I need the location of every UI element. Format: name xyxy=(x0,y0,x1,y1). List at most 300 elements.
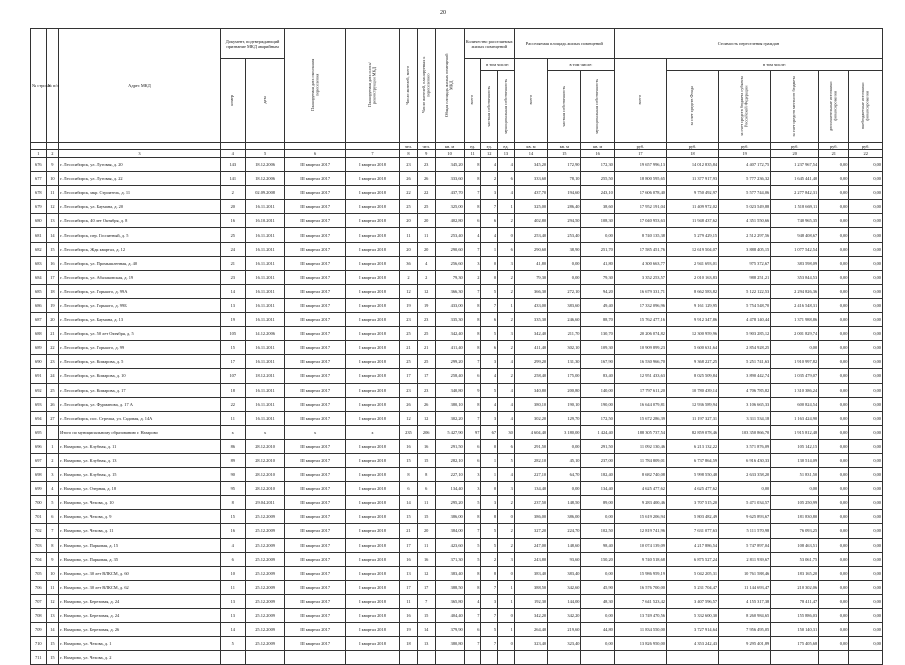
table-cell: 20 xyxy=(400,242,418,256)
table-cell: 0,00 xyxy=(819,327,849,341)
table-cell xyxy=(245,651,285,665)
header-plan-resettle: Планируемая дата окончания переселения xyxy=(285,29,345,143)
table-cell: г. Лесосибирск, Ждк квартал, д. 12 xyxy=(59,242,221,256)
table-cell: 5 577 744,06 xyxy=(719,186,771,200)
table-cell: 975 372,67 xyxy=(719,256,771,270)
table-cell: 3 311 534,18 xyxy=(719,411,771,425)
table-cell: 4 xyxy=(498,383,515,397)
table-cell: I квартал 2018 xyxy=(345,228,399,242)
table-cell: I квартал 2018 xyxy=(345,538,399,552)
table-cell: 141 xyxy=(220,172,245,186)
table-cell xyxy=(849,651,883,665)
table-cell: 11 xyxy=(417,538,435,552)
unit-cell: руб. xyxy=(819,143,849,150)
table-cell: 709 xyxy=(31,623,47,637)
table-cell: 15 xyxy=(400,453,418,467)
table-cell: 16.11.2011 xyxy=(245,397,285,411)
table-cell: г. Лесосибирск, ул. Комарова, д. 17 xyxy=(59,383,221,397)
table-cell: 701 xyxy=(31,510,47,524)
unit-cell xyxy=(59,143,221,150)
table-cell: 706 xyxy=(31,580,47,594)
table-cell: 4 xyxy=(498,468,515,482)
table-cell: 167,90 xyxy=(581,355,614,369)
table-cell: 0,00 xyxy=(849,453,883,467)
table-cell: 3 890 442,74 xyxy=(719,369,771,383)
table-row xyxy=(31,566,883,580)
table-cell: 9 161 129,95 xyxy=(666,298,718,312)
table-cell: 7 641 523,42 xyxy=(614,594,666,608)
table-cell: 24 xyxy=(220,242,245,256)
table-cell: 16.11.2011 xyxy=(245,341,285,355)
table-cell: 9 625 893,67 xyxy=(719,510,771,524)
table-cell xyxy=(220,651,245,665)
table-cell: 0,00 xyxy=(849,637,883,651)
header-area-private: частная собственность xyxy=(548,71,581,143)
table-cell: 21 xyxy=(417,341,435,355)
table-cell: 679 xyxy=(31,200,47,214)
table-cell: III квартал 2017 xyxy=(285,242,345,256)
table-cell: 3 727 914,64 xyxy=(666,623,718,637)
table-cell: 0,00 xyxy=(819,228,849,242)
table-cell: III квартал 2017 xyxy=(285,327,345,341)
table-cell: 0,00 xyxy=(849,327,883,341)
table-cell: 342,40 xyxy=(514,327,547,341)
table-row xyxy=(31,468,883,482)
table-cell: 0,00 xyxy=(819,158,849,172)
table-cell: 3 571 876,09 xyxy=(719,439,771,453)
table-cell: 0 xyxy=(481,256,498,270)
unit-cell xyxy=(345,143,399,150)
table-cell: 3 106 665,33 xyxy=(719,397,771,411)
table-cell: I квартал 2018 xyxy=(345,439,399,453)
table-cell: 0,00 xyxy=(849,425,883,439)
table-cell: 12 819 741,96 xyxy=(614,524,666,538)
table-cell: 28.12.2010 xyxy=(245,453,285,467)
table-row xyxy=(31,200,883,214)
table-cell: 3 407 596,57 xyxy=(666,594,718,608)
table-cell: 5 xyxy=(481,383,498,397)
table-cell: 282,10 xyxy=(435,453,464,467)
table-cell: 103 350 866,70 xyxy=(719,425,771,439)
table-row xyxy=(31,369,883,383)
unit-cell xyxy=(46,143,59,150)
table-cell: 140,00 xyxy=(581,383,614,397)
table-cell: III квартал 2017 xyxy=(285,453,345,467)
table-cell: 258,40 xyxy=(514,369,547,383)
table-cell: 155 886,03 xyxy=(771,609,819,623)
table-cell: 190,00 xyxy=(581,397,614,411)
table-row xyxy=(31,313,883,327)
table-cell: 14 xyxy=(46,228,59,242)
table-cell: 7 xyxy=(464,411,481,425)
unit-cell: руб. xyxy=(719,143,771,150)
table-cell: 383 598,09 xyxy=(771,256,819,270)
table-cell: 29.04.2011 xyxy=(245,496,285,510)
table-cell: 6 737 864,59 xyxy=(666,453,718,467)
table-cell: 703 xyxy=(31,538,47,552)
table-cell: 48,30 xyxy=(581,594,614,608)
table-cell: 8 xyxy=(464,313,481,327)
table-cell: 25.12.2009 xyxy=(245,637,285,651)
table-cell: 380,10 xyxy=(514,397,547,411)
header-qty-group: Количество расселяемых жилых помещений xyxy=(464,29,514,59)
table-cell: 13 xyxy=(220,298,245,312)
table-cell: 3 xyxy=(498,552,515,566)
table-cell: 19 xyxy=(220,313,245,327)
unit-cell: чел. xyxy=(400,143,418,150)
table-cell: 19 657 996,13 xyxy=(614,158,666,172)
column-number-cell: 18 xyxy=(666,150,718,158)
table-cell: 51 831,50 xyxy=(771,468,819,482)
table-cell: 2 xyxy=(498,496,515,510)
table-cell: 0,00 xyxy=(849,256,883,270)
table-cell: 16 xyxy=(400,439,418,453)
unit-cell: руб. xyxy=(849,143,883,150)
table-cell: 286,40 xyxy=(548,200,581,214)
table-row xyxy=(31,284,883,298)
table-cell: 28.12.2010 xyxy=(245,482,285,496)
table-cell: 0,00 xyxy=(849,609,883,623)
header-qty-total: всего xyxy=(464,59,481,143)
table-cell: 2 xyxy=(417,270,435,284)
table-cell: 30 xyxy=(498,425,515,439)
table-cell: 5 471 034,57 xyxy=(719,496,771,510)
table-cell: 0,00 xyxy=(849,369,883,383)
table-cell xyxy=(464,651,481,665)
table-cell: 18 800 595,65 xyxy=(614,172,666,186)
table-cell: I квартал 2018 xyxy=(345,411,399,425)
table-row xyxy=(31,411,883,425)
table-cell: 0,00 xyxy=(849,566,883,580)
table-cell: III квартал 2017 xyxy=(285,383,345,397)
table-cell: 5 042 205,31 xyxy=(666,566,718,580)
table-cell xyxy=(666,651,718,665)
table-cell: 691 xyxy=(31,369,47,383)
table-cell: 0,00 xyxy=(819,453,849,467)
table-cell: 25 xyxy=(417,200,435,214)
table-cell: 7 xyxy=(481,637,498,651)
table-cell: 366,30 xyxy=(435,284,464,298)
table-cell: I квартал 2018 xyxy=(345,172,399,186)
table-cell: 8 xyxy=(464,510,481,524)
table-cell: III квартал 2017 xyxy=(285,609,345,623)
table-cell: I квартал 2018 xyxy=(345,496,399,510)
table-cell: 340,80 xyxy=(435,383,464,397)
table-cell: 0,00 xyxy=(849,214,883,228)
table-cell: I квартал 2018 xyxy=(345,313,399,327)
table-cell: 0,00 xyxy=(819,369,849,383)
header-cost-local: за счет средств местного бюджета xyxy=(771,71,819,143)
table-cell: 295,20 xyxy=(435,496,464,510)
table-row xyxy=(31,552,883,566)
table-cell: г. Назарово, ул. Березовая, д. 24 xyxy=(59,609,221,623)
table-cell: III квартал 2017 xyxy=(285,496,345,510)
table-cell: г. Лесосибирск, ул. Горького, д. 99 xyxy=(59,341,221,355)
header-cost-subject: за счет средств бюджета субъекта Российской Федерации xyxy=(719,71,771,143)
table-cell: 8 xyxy=(464,158,481,172)
table-cell: 383,60 xyxy=(548,298,581,312)
table-cell: 3 xyxy=(498,482,515,496)
table-cell: г. Лесосибирск, 40 лет Октября, д. 8 xyxy=(59,214,221,228)
unit-cell xyxy=(245,143,285,150)
table-row xyxy=(31,242,883,256)
column-number-cell: 17 xyxy=(614,150,666,158)
table-row xyxy=(31,383,883,397)
table-cell: 256,60 xyxy=(435,256,464,270)
table-cell: 4 625 477,62 xyxy=(614,482,666,496)
table-cell: 0,00 xyxy=(849,383,883,397)
table-cell xyxy=(46,425,59,439)
table-cell: г. Лесосибирск, пер. Госпитный, д. 5 xyxy=(59,228,221,242)
table-cell: 0,00 xyxy=(819,496,849,510)
unit-cell xyxy=(220,143,245,150)
table-cell: 6 xyxy=(464,369,481,383)
table-cell: 8 740 135,38 xyxy=(614,228,666,242)
table-cell: 148,60 xyxy=(548,538,581,552)
table-cell: I квартал 2018 xyxy=(345,453,399,467)
header-area-total: всего xyxy=(514,59,547,143)
header-total-area: Общая площадь жилых помещений МКД xyxy=(435,29,464,143)
table-cell: 79,30 xyxy=(514,270,547,284)
table-cell: 13 826 950,00 xyxy=(614,637,666,651)
table-cell: 5 xyxy=(464,552,481,566)
table-cell: 4 xyxy=(498,186,515,200)
table-cell: 94,20 xyxy=(581,284,614,298)
table-cell: 15 xyxy=(46,651,59,665)
table-cell: 5 231 704,47 xyxy=(666,580,718,594)
table-cell: 6 xyxy=(481,313,498,327)
table-cell: 2 xyxy=(498,538,515,552)
table-cell: 294,50 xyxy=(548,214,581,228)
table-cell: 8 xyxy=(464,327,481,341)
table-cell: г. Назарово, ул. Клубная, д. 15 xyxy=(59,468,221,482)
table-cell: 18.12.2006 xyxy=(245,172,285,186)
table-cell: 88,70 xyxy=(581,313,614,327)
header-cost-fund: за счет средств Фонда xyxy=(666,71,718,143)
header-cost-group: Стоимость переселения граждан xyxy=(614,29,882,59)
table-cell: 17 606 078,40 xyxy=(614,186,666,200)
table-cell: 342,40 xyxy=(435,327,464,341)
table-cell xyxy=(614,651,666,665)
table-cell: III квартал 2017 xyxy=(285,355,345,369)
table-cell: 383,40 xyxy=(548,566,581,580)
table-cell: 14 xyxy=(220,623,245,637)
table-cell: I квартал 2018 xyxy=(345,609,399,623)
table-cell: 6 916 430,33 xyxy=(719,453,771,467)
table-cell: 2 633 358,20 xyxy=(719,468,771,482)
table-cell: III квартал 2017 xyxy=(285,524,345,538)
table-cell: 12 xyxy=(417,284,435,298)
table-cell: 2 xyxy=(46,453,59,467)
table-cell: 53 061,75 xyxy=(771,552,819,566)
table-cell: 1 xyxy=(498,580,515,594)
unit-cell: ед. xyxy=(481,143,498,150)
table-cell: г. Назарово, ул. Клубная, д. 11 xyxy=(59,439,221,453)
table-cell: 342,20 xyxy=(514,609,547,623)
table-cell: 78,10 xyxy=(548,172,581,186)
table-cell: 21 xyxy=(400,341,418,355)
table-cell: 0,00 xyxy=(849,313,883,327)
table-cell: г. Назарово, ул. Чехова, д. 9 xyxy=(59,510,221,524)
table-cell: 25 xyxy=(46,383,59,397)
table-cell: 0,00 xyxy=(819,566,849,580)
table-cell: 16 576 700,00 xyxy=(614,580,666,594)
table-cell: г. Лесосибирск, ул. Абалаковская, д. 19 xyxy=(59,270,221,284)
table-cell: 0,00 xyxy=(849,524,883,538)
column-number-cell: 3 xyxy=(59,150,221,158)
table-cell: 291,50 xyxy=(581,439,614,453)
header-area-municipal: муниципальная собственность xyxy=(581,71,614,143)
table-cell: 437,70 xyxy=(514,186,547,200)
units-row xyxy=(31,143,883,150)
table-cell xyxy=(435,651,464,665)
table-cell: 19 xyxy=(46,298,59,312)
table-cell: III квартал 2017 xyxy=(285,341,345,355)
table-cell: 282,10 xyxy=(514,453,547,467)
table-cell: I квартал 2018 xyxy=(345,327,399,341)
table-cell: 684 xyxy=(31,270,47,284)
table-cell: 28.12.2010 xyxy=(245,468,285,482)
column-number-cell: 10 xyxy=(435,150,464,158)
table-cell: 4 706 785,82 xyxy=(719,383,771,397)
table-cell: 14 xyxy=(400,496,418,510)
table-cell: 0,00 xyxy=(849,341,883,355)
table-cell: 3 xyxy=(481,355,498,369)
table-row xyxy=(31,298,883,312)
table-cell: 15 xyxy=(400,510,418,524)
table-cell: 3 180,00 xyxy=(548,425,581,439)
table-cell: 16.11.2011 xyxy=(245,411,285,425)
table-cell: 130 514,09 xyxy=(771,453,819,467)
table-cell: 4 xyxy=(481,369,498,383)
table-cell: 150 140,31 xyxy=(771,623,819,637)
table-row xyxy=(31,623,883,637)
table-cell: 0,00 xyxy=(819,538,849,552)
table-cell: 371,30 xyxy=(435,552,464,566)
table-cell: 11 144 693,47 xyxy=(719,580,771,594)
table-cell: 237,00 xyxy=(581,453,614,467)
table-row xyxy=(31,256,883,270)
table-cell: 16.11.2011 xyxy=(245,355,285,369)
table-row xyxy=(31,496,883,510)
table-cell: 696 xyxy=(31,439,47,453)
table-cell: 5 251 741,63 xyxy=(719,355,771,369)
table-cell: 710 xyxy=(31,637,47,651)
table-cell: 5 777 236,32 xyxy=(719,172,771,186)
table-cell: 5 xyxy=(464,538,481,552)
table-cell: 2 xyxy=(498,313,515,327)
table-cell: 342,60 xyxy=(548,580,581,594)
table-cell: 144,00 xyxy=(548,594,581,608)
table-cell: 697 xyxy=(31,453,47,467)
table-row xyxy=(31,538,883,552)
table-cell: 433,00 xyxy=(435,298,464,312)
header-doc-date: дата xyxy=(245,59,285,143)
table-cell: 7 xyxy=(464,242,481,256)
table-cell: 25 xyxy=(400,355,418,369)
table-cell: 194,60 xyxy=(548,186,581,200)
table-cell: 4 xyxy=(220,538,245,552)
table-row xyxy=(31,341,883,355)
table-cell: 6 xyxy=(417,482,435,496)
table-cell: 9 912 347,86 xyxy=(666,313,718,327)
table-cell: г. Лесосибирск, ул. Фурманова, д. 17 А xyxy=(59,397,221,411)
table-cell: 23 xyxy=(400,383,418,397)
table-cell: 0,00 xyxy=(819,284,849,298)
table-cell: х xyxy=(245,425,285,439)
unit-cell: ед. xyxy=(498,143,515,150)
table-cell: 688 xyxy=(31,327,47,341)
table-cell: 6 xyxy=(220,552,245,566)
unit-cell: чел. xyxy=(417,143,435,150)
table-cell: 3 888 405,15 xyxy=(719,242,771,256)
table-cell: 366,30 xyxy=(514,284,547,298)
table-cell: 38,90 xyxy=(548,242,581,256)
table-row xyxy=(31,637,883,651)
table-cell: 9 283 400,46 xyxy=(614,496,666,510)
table-cell: г. Лесосибирск, пос. Стрелка, ул. Садовая, д. 14А xyxy=(59,411,221,425)
table-cell: 16.11.2011 xyxy=(245,256,285,270)
table-cell: 0,00 xyxy=(719,482,771,496)
table-cell: 433,00 xyxy=(514,298,547,312)
table-cell: 0,00 xyxy=(548,439,581,453)
table-cell: 6 xyxy=(498,242,515,256)
column-number-cell: 20 xyxy=(771,150,819,158)
table-cell: 134,40 xyxy=(514,482,547,496)
table-cell: 0,00 xyxy=(581,609,614,623)
table-cell: 0,00 xyxy=(849,538,883,552)
table-cell: 0,00 xyxy=(581,510,614,524)
table-cell: 4 xyxy=(498,411,515,425)
table-cell: 12 xyxy=(46,594,59,608)
table-cell: 600 824,54 xyxy=(771,397,819,411)
table-cell: 4 217 886,54 xyxy=(666,538,718,552)
table-cell: I квартал 2018 xyxy=(345,482,399,496)
table-row xyxy=(31,651,883,665)
table-cell: 1 163 424,90 xyxy=(771,411,819,425)
table-cell: 677 xyxy=(31,172,47,186)
table-cell: III квартал 2017 xyxy=(285,214,345,228)
table-cell: 150,20 xyxy=(581,552,614,566)
table-cell: 20 xyxy=(417,242,435,256)
column-number-cell: 7 xyxy=(345,150,399,158)
table-cell: 1 xyxy=(498,623,515,637)
table-cell: 105 xyxy=(220,327,245,341)
table-cell: 682 xyxy=(31,242,47,256)
table-cell: 4 625 477,62 xyxy=(666,482,718,496)
table-cell: 5 747 897,04 xyxy=(719,538,771,552)
table-cell: 1 910 997,82 xyxy=(771,355,819,369)
table-cell: 693 xyxy=(31,397,47,411)
table-cell: 12 951 433,63 xyxy=(614,369,666,383)
resettlement-register-table xyxy=(30,28,883,665)
table-cell: 23 xyxy=(417,158,435,172)
table-cell: 16 xyxy=(400,609,418,623)
table-cell: 89 xyxy=(220,453,245,467)
table-cell: 15 xyxy=(417,510,435,524)
table-cell: 8 xyxy=(481,566,498,580)
table-cell: 2 xyxy=(481,172,498,186)
table-cell: 0,00 xyxy=(819,637,849,651)
table-cell: I квартал 2018 xyxy=(345,637,399,651)
header-qty-municipal: муниципальная собственность xyxy=(498,71,515,143)
table-cell: I квартал 2018 xyxy=(345,158,399,172)
table-cell: 8 xyxy=(464,172,481,186)
table-cell: 708 xyxy=(31,609,47,623)
table-cell: 107 xyxy=(220,369,245,383)
table-cell: 13 xyxy=(46,214,59,228)
table-cell: 89,00 xyxy=(581,496,614,510)
